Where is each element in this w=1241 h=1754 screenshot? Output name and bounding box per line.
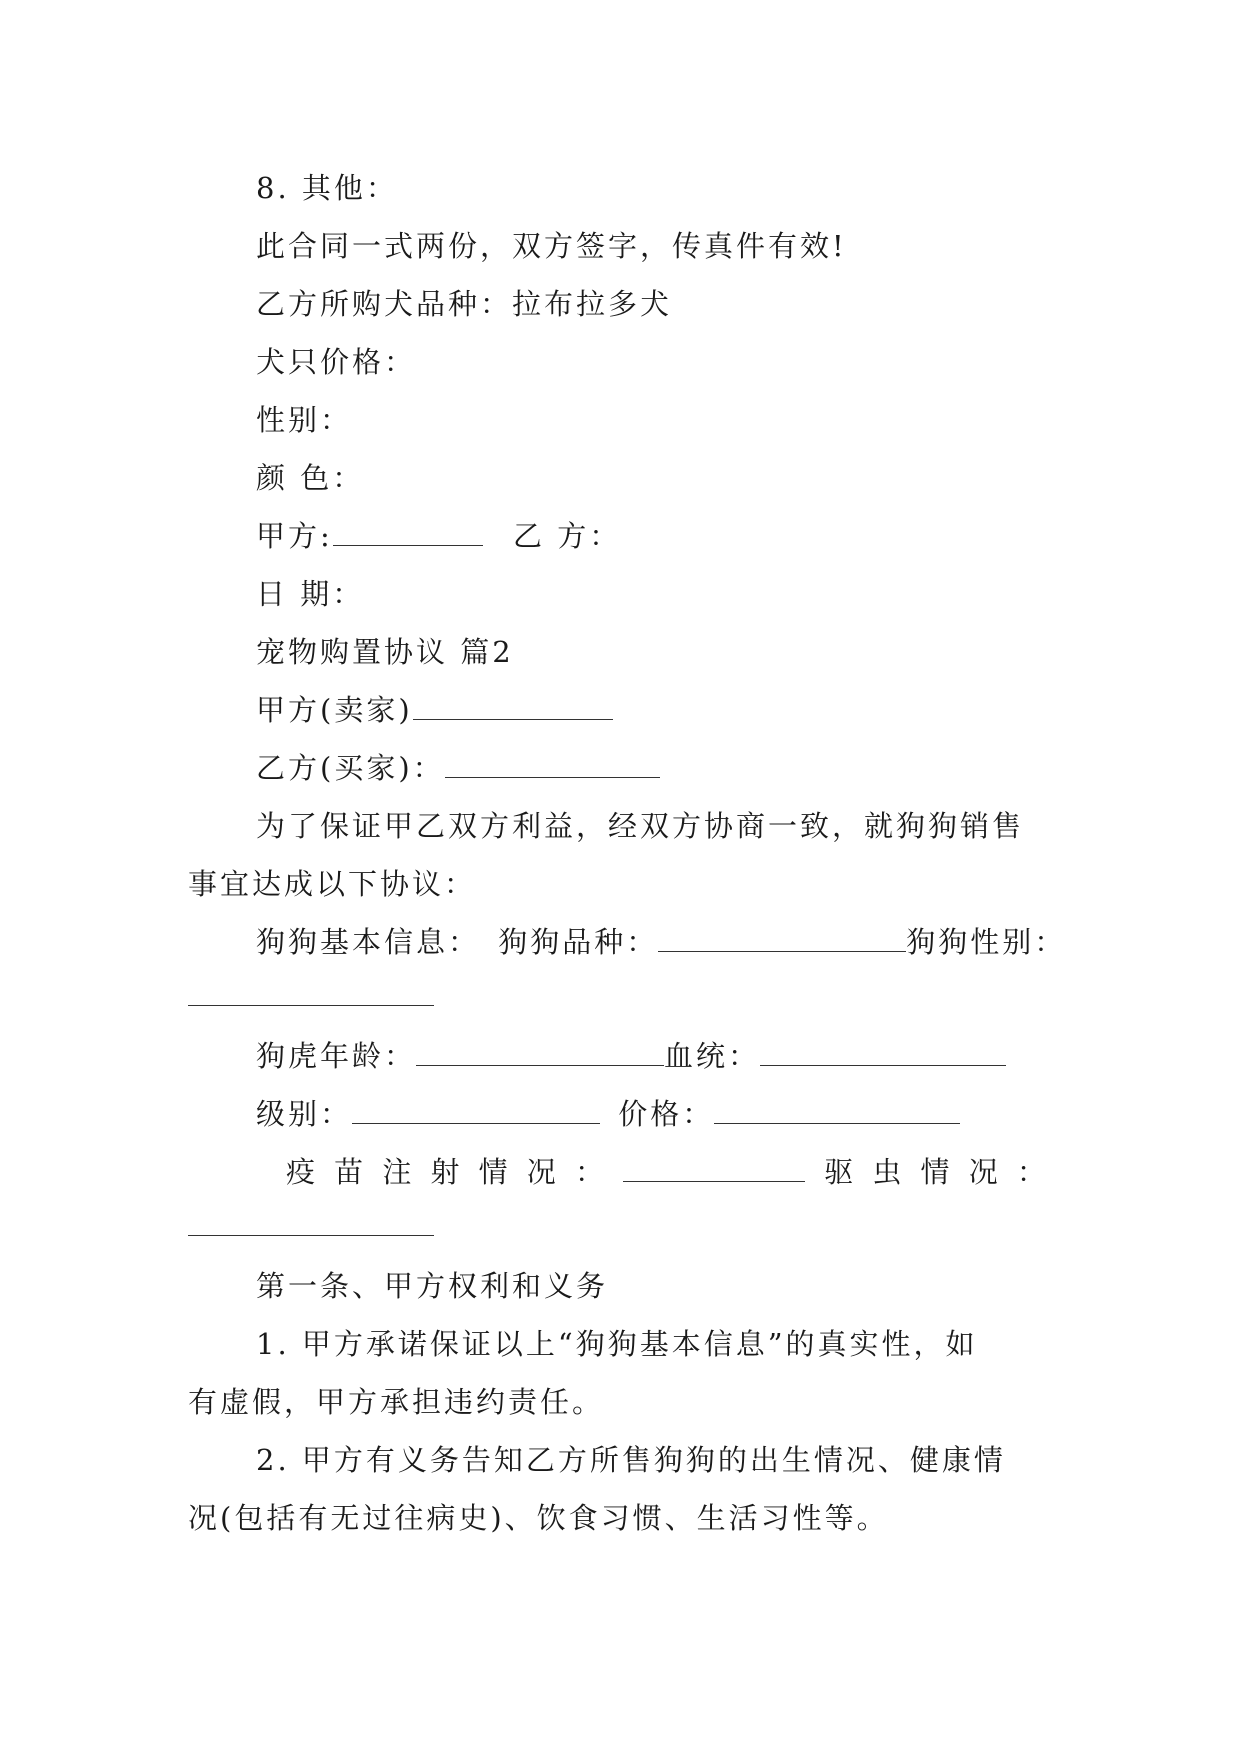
party-a-label: 甲方: xyxy=(256,519,333,553)
dog-age-blank xyxy=(416,1036,664,1066)
dog-basic-info-label: 狗狗基本信息： xyxy=(256,925,481,959)
vaccine-char-7: ： xyxy=(574,1155,604,1189)
deworm-blank xyxy=(188,1206,434,1236)
signature-line xyxy=(256,516,621,556)
buyer-blank xyxy=(445,748,660,778)
vaccine-char-3: 注 xyxy=(382,1155,412,1189)
price-blank xyxy=(714,1094,960,1124)
deworm-char-3: 情 xyxy=(920,1155,950,1189)
vaccine-blank xyxy=(623,1152,805,1182)
grade-price-line xyxy=(256,1094,960,1134)
dog-price-line: 犬只价格： xyxy=(256,345,417,379)
deworm-char-4: 况 xyxy=(968,1155,998,1189)
contract-copies-text: 此合同一式两份，双方签字，传真件有效! xyxy=(256,229,847,263)
gender-line: 性别： xyxy=(256,403,353,437)
buyer-label: 乙方(买家)： xyxy=(256,751,445,785)
article-1-heading: 第一条、甲方权利和义务 xyxy=(256,1269,609,1303)
lineage-blank xyxy=(760,1036,1006,1066)
party-b-label: 乙 方： xyxy=(513,519,622,553)
vaccine-char-6: 况 xyxy=(526,1155,556,1189)
vaccine-char-5: 情 xyxy=(478,1155,508,1189)
deworm-char-1: 驱 xyxy=(824,1155,854,1189)
seller-line xyxy=(256,690,613,730)
buyer-line xyxy=(256,748,660,788)
dog-gender-blank-line xyxy=(188,976,434,1016)
dog-breed-line: 乙方所购犬品种：拉布拉多犬 xyxy=(256,287,673,321)
dog-basic-info-line xyxy=(256,922,1066,962)
section-title: 宠物购置协议 篇2 xyxy=(256,635,514,669)
clause-1-line1: 1. 甲方承诺保证以上“狗狗基本信息”的真实性，如 xyxy=(256,1327,978,1361)
dog-gender-blank xyxy=(188,976,434,1006)
vaccine-char-2: 苗 xyxy=(334,1155,364,1189)
intro-paragraph-line1: 为了保证甲乙双方利益，经双方协商一致，就狗狗销售 xyxy=(256,809,1025,843)
clause-2-line2: 况(包括有无过往病史)、饮食习惯、生活习性等。 xyxy=(188,1501,889,1535)
deworm-char-2: 虫 xyxy=(872,1155,902,1189)
party-a-blank xyxy=(333,516,483,546)
age-lineage-line xyxy=(256,1036,1006,1076)
dog-breed-blank xyxy=(658,922,906,952)
dog-gender-label: 狗狗性别： xyxy=(906,925,1067,959)
price-label: 价格： xyxy=(618,1097,715,1131)
grade-label: 级别： xyxy=(256,1097,353,1131)
vaccine-char-1: 疫 xyxy=(286,1155,316,1189)
section-8-heading: 8. 其他： xyxy=(256,171,398,205)
deworm-blank-line xyxy=(188,1206,434,1246)
dog-breed-label: 狗狗品种： xyxy=(498,925,659,959)
clause-2-line1: 2. 甲方有义务告知乙方所售狗狗的出生情况、健康情 xyxy=(256,1443,1006,1477)
clause-1-line2: 有虚假，甲方承担违约责任。 xyxy=(188,1385,605,1419)
dog-age-label: 狗虎年龄： xyxy=(256,1039,417,1073)
seller-blank xyxy=(413,690,613,720)
intro-paragraph-line2: 事宜达成以下协议： xyxy=(188,867,477,901)
color-line: 颜 色： xyxy=(256,461,365,495)
vaccine-char-4: 射 xyxy=(430,1155,460,1189)
date-line: 日 期： xyxy=(256,577,365,611)
deworm-char-5: ： xyxy=(1016,1155,1046,1189)
vaccine-deworm-line xyxy=(286,1152,1046,1192)
lineage-label: 血统： xyxy=(664,1039,761,1073)
grade-blank xyxy=(352,1094,600,1124)
seller-label: 甲方(卖家) xyxy=(256,693,413,727)
